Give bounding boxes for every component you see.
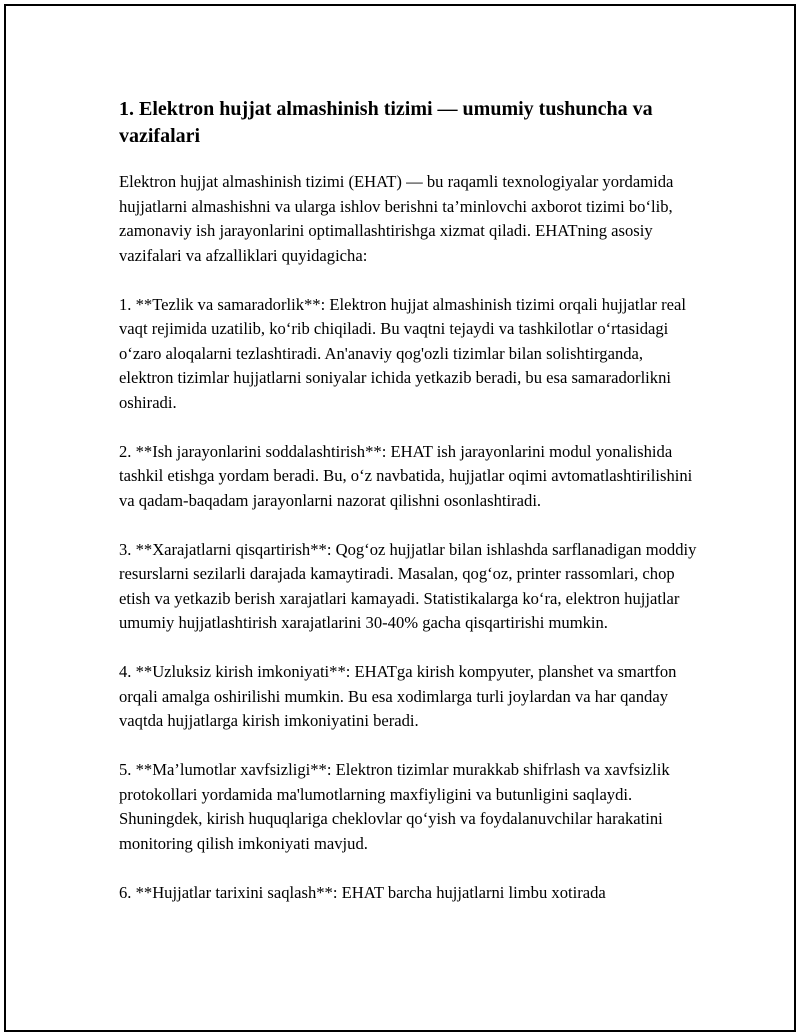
paragraph-data-security: 5. **Ma’lumotlar xavfsizligi**: Elektron tizimlar murakkab shifrlash va xavfsizlik protokollari yordamida ma'lumotlarning maxfiyligini va butunligini saqlaydi. Shuningdek, kirish huquqlariga cheklovlar qo‘yish va foydalanuvchilar harakatini monitoring qilish imkoniyati mavjud. bbox=[119, 760, 670, 853]
intro-paragraph: Elektron hujjat almashinish tizimi (EHAT) — bu raqamli texnologiyalar yordamida hujjatlarni almashishni va ularga ishlov berishni ta’minlovchi axborot tizimi bo‘lib, zamonaviy ish jarayonlarini optimallashtirishga xizmat qiladi. EHATning asosiy vazifalari va afzalliklari quyidagicha: bbox=[119, 172, 674, 265]
paragraph-speed-efficiency: 1. **Tezlik va samaradorlik**: Elektron hujjat almashinish tizimi orqali hujjatlar real vaqt rejimida uzatilib, ko‘rib chiqiladi. Bu vaqtni tejaydi va tashkilotlar o‘rtasidagi o‘zaro aloqalarni tezlashtiradi. An'anaviy qog'ozli tizimlar bilan solishtirganda, elektron tizimlar hujjatlarni soniyalar ichida yetkazib beradi, bu esa samaradorlikni oshiradi. bbox=[119, 294, 687, 412]
paragraph-document-history: 6. **Hujjatlar tarixini saqlash**: EHAT barcha hujjatlarni limbu xotirada bbox=[119, 882, 606, 902]
document-body bbox=[119, 96, 699, 930]
section-heading: 1. Elektron hujjat almashinish tizimi — umumiy tushuncha va vazifalari bbox=[119, 98, 653, 147]
paragraph-cost-reduction: 3. **Xarajatlarni qisqartirish**: Qog‘oz hujjatlar bilan ishlashda sarflanadigan moddiy resurslarni sezilarli darajada kamaytiradi. Masalan, qog‘oz, printer rassomlari, chop etish va yetkazib berish xarajatlari kamayadi. Statistikalarga ko‘ra, elektron hujjatlar umumiy hujjatlashtirish xarajatlarini 30-40% gacha qisqartirishi mumkin. bbox=[119, 539, 697, 632]
document-page bbox=[4, 4, 796, 1032]
paragraph-continuous-access: 4. **Uzluksiz kirish imkoniyati**: EHATga kirish kompyuter, planshet va smartfon orqali amalga oshirilishi mumkin. Bu esa xodimlarga turli joylardan va har qanday vaqtda hujjatlarga kirish imkoniyatini beradi. bbox=[119, 662, 677, 730]
paragraph-process-simplification: 2. **Ish jarayonlarini soddalashtirish**: EHAT ish jarayonlarini modul yonalishida tashkil etishga yordam beradi. Bu, o‘z navbatida, hujjatlar oqimi avtomatlashtirilishini va qadam-baqadam jarayonlarni nazorat qilishni osonlashtiradi. bbox=[119, 441, 693, 510]
